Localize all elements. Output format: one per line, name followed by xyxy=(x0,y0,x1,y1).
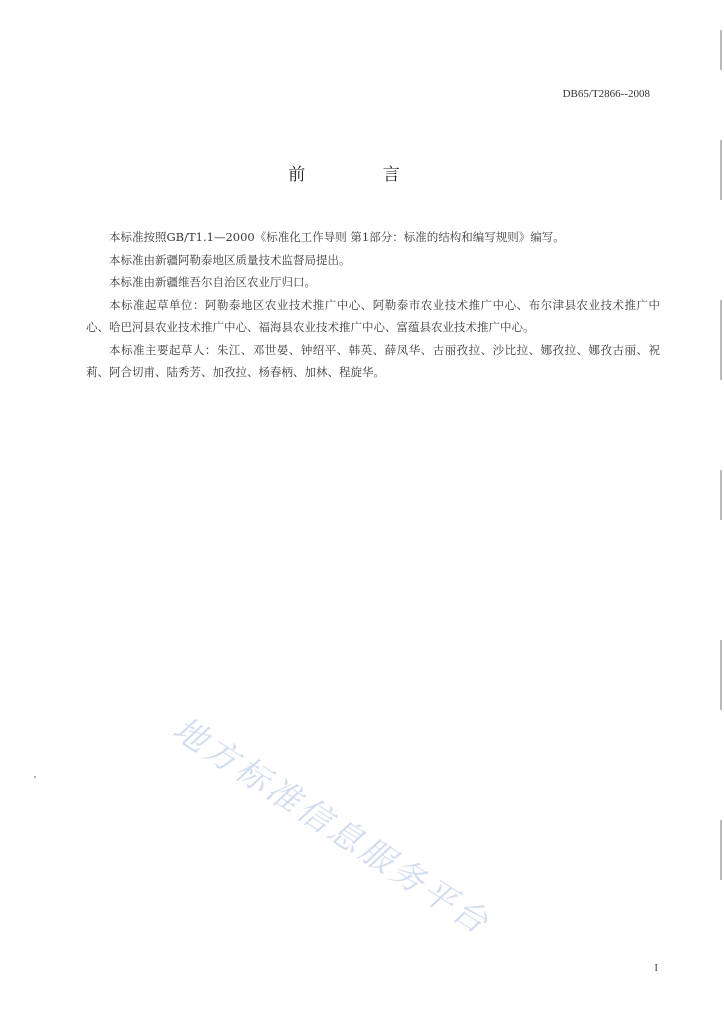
scan-edge-mark xyxy=(720,140,722,200)
paragraph-drafting-units: 本标准起草单位：阿勒泰地区农业技术推广中心、阿勒泰市农业技术推广中心、布尔津县农业技术推广中心、哈巴河县农业技术推广中心、福海县农业技术推广中心、富蕴县农业技术推广中心。 xyxy=(86,297,660,334)
document-body xyxy=(86,226,660,384)
paragraph-administrator: 本标准由新疆维吾尔自治区农业厅归口。 xyxy=(109,275,316,289)
scan-edge-mark xyxy=(720,30,722,70)
scan-edge-mark xyxy=(720,640,722,710)
standard-code: DB65/T2866--2008 xyxy=(562,88,650,100)
scan-edge-mark xyxy=(720,300,722,380)
paragraph-drafting-basis: 本标准按照GB/T1.1—2000《标准化工作导则 第1部分：标准的结构和编写规则》编写。 xyxy=(109,230,565,244)
page-number: I xyxy=(654,962,658,974)
watermark: 地方标准信息服务平台 xyxy=(166,708,498,944)
scan-edge-mark xyxy=(720,820,722,880)
page-title: 前 言 xyxy=(288,165,436,185)
scan-edge-mark xyxy=(720,470,722,520)
scan-dot xyxy=(34,776,36,778)
paragraph-drafters: 本标准主要起草人：朱江、邓世晏、钟绍平、韩英、薛凤华、古丽孜拉、沙比拉、娜孜拉、娜孜古丽、祝莉、阿合切甫、陆秀芳、加孜拉、杨春柄、加林、程旋华。 xyxy=(86,342,660,379)
paragraph-proposer: 本标准由新疆阿勒泰地区质量技术监督局提出。 xyxy=(109,252,351,267)
